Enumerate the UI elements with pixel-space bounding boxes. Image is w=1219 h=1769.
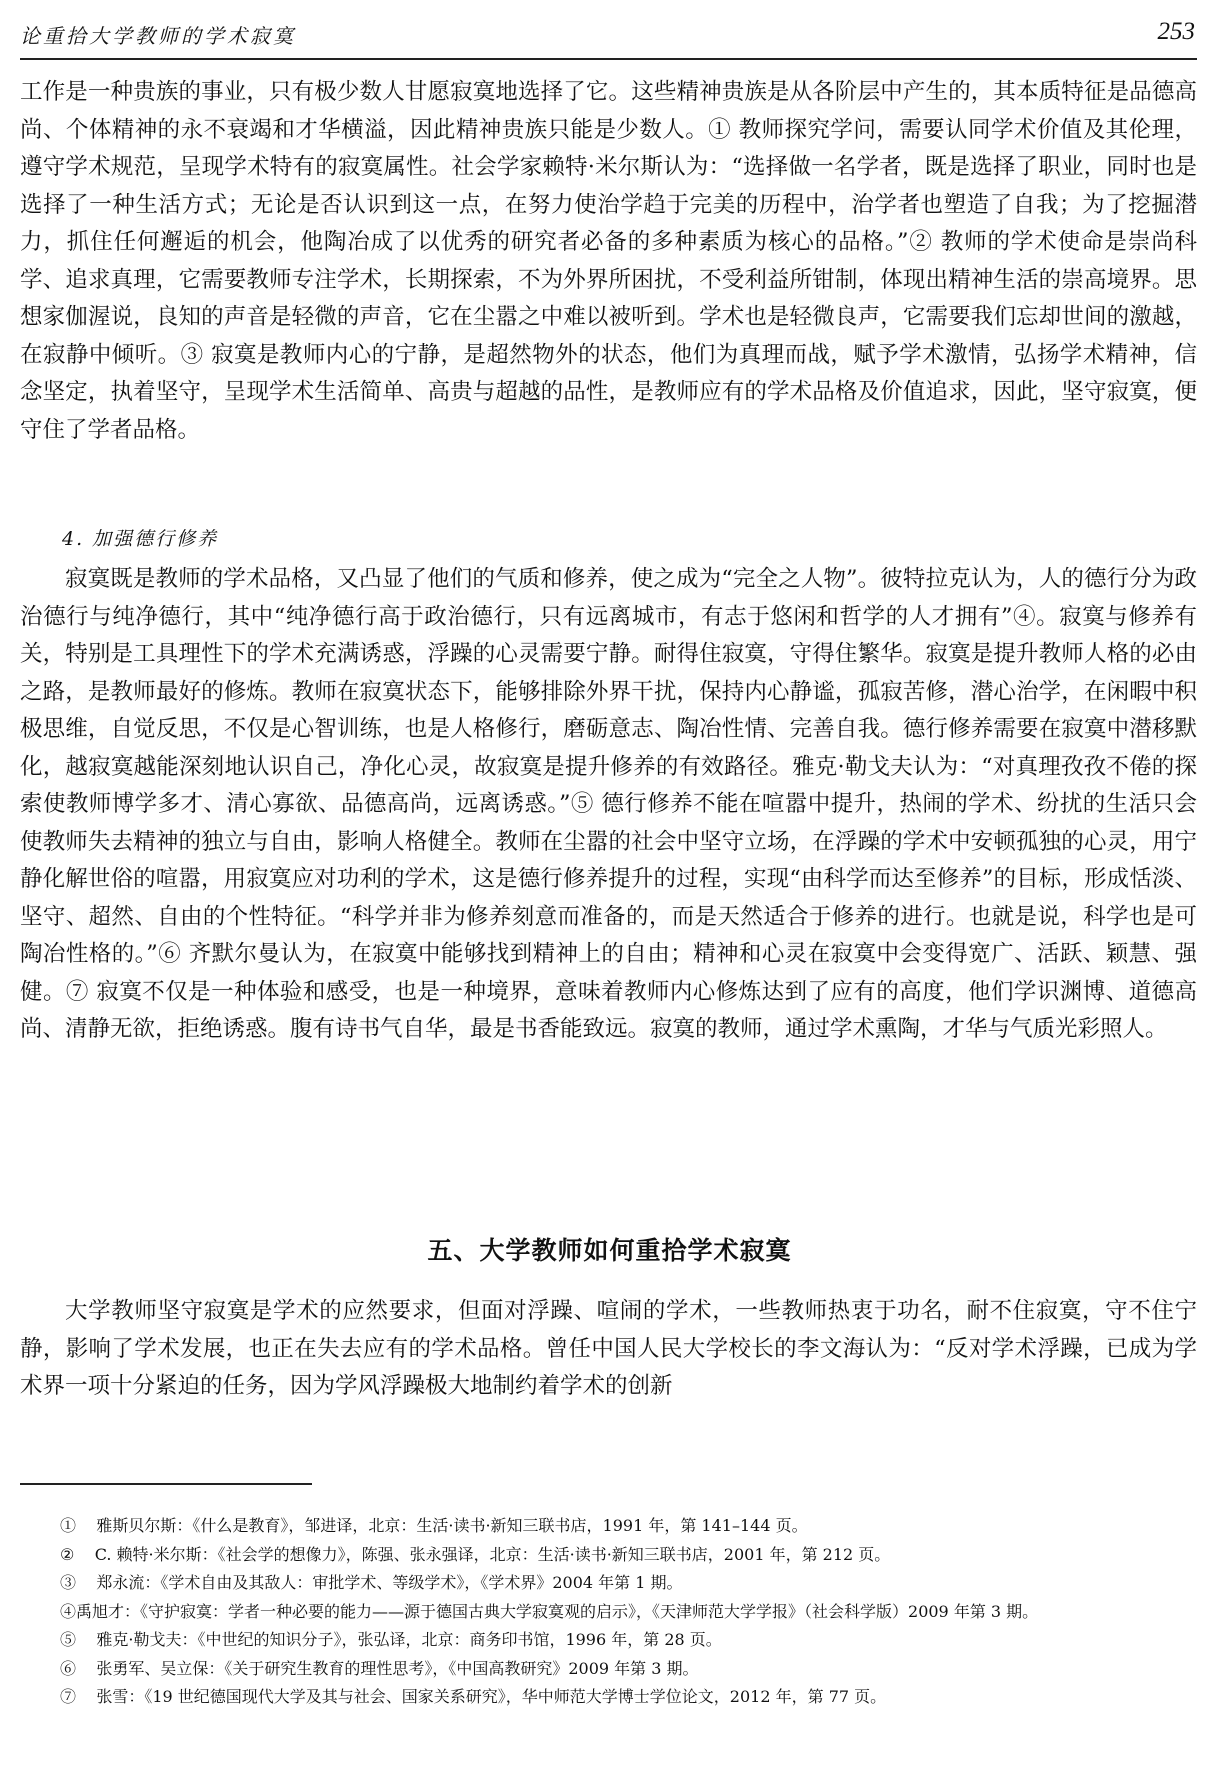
footnote bbox=[20, 1626, 1197, 1655]
footnote bbox=[20, 1683, 1197, 1712]
footnote-text: 张勇军、吴立保：《关于研究生教育的理性思考》，《中国高教研究》2009 年第 3 期。 bbox=[96, 1658, 699, 1678]
footnote bbox=[20, 1512, 1197, 1541]
footnote-text: 郑永流：《学术自由及其敌人：审批学术、等级学术》，《学术界》2004 年第 1 期。 bbox=[96, 1573, 683, 1592]
footnote bbox=[20, 1598, 1197, 1627]
footnote-mark: ⑦ bbox=[60, 1687, 77, 1706]
footnote bbox=[20, 1655, 1197, 1684]
body-paragraph-3-container bbox=[20, 1293, 1197, 1406]
footnote-mark: ⑥ bbox=[60, 1658, 77, 1678]
page-header bbox=[20, 18, 1197, 60]
subsection-heading: 4. 加强德行修养 bbox=[62, 528, 219, 550]
section-title: 五、大学教师如何重拾学术寂寞 bbox=[427, 1236, 792, 1265]
footnote bbox=[20, 1541, 1197, 1570]
footnote-mark: ② bbox=[60, 1544, 75, 1564]
footnote-mark: ⑤ bbox=[60, 1630, 77, 1649]
running-title: 论重拾大学教师的学术寂寞 bbox=[20, 24, 296, 48]
footnote-mark: ④ bbox=[60, 1601, 77, 1621]
footnotes bbox=[20, 1512, 1197, 1712]
footnote-divider bbox=[20, 1483, 312, 1485]
footnote bbox=[20, 1569, 1197, 1598]
body-paragraph-3: 大学教师坚守寂寞是学术的应然要求，但面对浮躁、喧闹的学术，一些教师热衷于功名，耐不住寂寞，守不住宁静，影响了学术发展，也正在失去应有的学术品格。曾任中国人民大学校长的李文海认为：“反对学术浮躁，已成为学术界一项十分紧迫的任务，因为学风浮躁极大地制约着学术的创新 bbox=[20, 1298, 1197, 1399]
body-paragraph-1: 工作是一种贵族的事业，只有极少数人甘愿寂寞地选择了它。这些精神贵族是从各阶层中产生的，其本质特征是品德高尚、个体精神的永不衰竭和才华横溢，因此精神贵族只能是少数人。① 教师探究学问，需要认同学术价值及其伦理，遵守学术规范，呈现学术特有的寂寞属性。社会学家赖特·米尔斯认为：“选择做一名学者，既是选择了职业，同时也是选择了一种生活方式；无论是否认识到这一点，在努力使治学趋于完美的历程中，治学者也塑造了自我；为了挖掘潜力，抓住任何邂逅的机会，他陶冶成了以优秀的研究者必备的多种素质为核心的品格。”② 教师的学术使命是崇尚科学、追求真理，它需要教师专注学术，长期探索，不为外界所困扰，不受利益所钳制，体现出精神生活的崇高境界。思想家伽渥说，良知的声音是轻微的声音，它在尘嚣之中难以被听到。学术也是轻微良声，它需要我们忘却世间的激越，在寂静中倾听。③ 寂寞是教师内心的宁静，是超然物外的状态，他们为真理而战，赋予学术激情，弘扬学术精神，信念坚定，执着坚守，呈现学术生活简单、高贵与超越的品性，是教师应有的学术品格及价值追求，因此，坚守寂寞，便守住了学者品格。 bbox=[20, 79, 1197, 443]
footnote-text: 禹旭才：《守护寂寞：学者一种必要的能力——源于德国古典大学寂寞观的启示》，《天津师范大学学报》（社会科学版）2009 年第 3 期。 bbox=[76, 1601, 1039, 1621]
footnote-text: 雅克·勒戈夫：《中世纪的知识分子》，张弘译，北京：商务印书馆，1996 年，第 28 页。 bbox=[96, 1630, 722, 1649]
body-paragraph-2-container bbox=[20, 561, 1197, 1049]
footnote-mark: ① bbox=[60, 1516, 77, 1535]
footnote-text: C. 赖特·米尔斯：《社会学的想像力》，陈强、张永强译，北京：生活·读书·新知三联书店，2001 年，第 212 页。 bbox=[94, 1544, 891, 1564]
body-paragraph-1-container bbox=[20, 74, 1197, 449]
footnote-text: 张雪：《19 世纪德国现代大学及其与社会、国家关系研究》，华中师范大学博士学位论文，2012 年，第 77 页。 bbox=[96, 1687, 887, 1706]
body-paragraph-2: 寂寞既是教师的学术品格，又凸显了他们的气质和修养，使之成为“完全之人物”。彼特拉克认为，人的德行分为政治德行与纯净德行，其中“纯净德行高于政治德行，只有远离城市，有志于悠闲和哲学的人才拥有”④。寂寞与修养有关，特别是工具理性下的学术充满诱惑，浮躁的心灵需要宁静。耐得住寂寞，守得住繁华。寂寞是提升教师人格的必由之路，是教师最好的修炼。教师在寂寞状态下，能够排除外界干扰，保持内心静谧，孤寂苦修，潜心治学，在闲暇中积极思维，自觉反思，不仅是心智训练，也是人格修行，磨砺意志、陶冶性情、完善自我。德行修养需要在寂寞中潜移默化，越寂寞越能深刻地认识自己，净化心灵，故寂寞是提升修养的有效路径。雅克·勒戈夫认为：“对真理孜孜不倦的探索使教师博学多才、清心寡欲、品德高尚，远离诱惑。”⑤ 德行修养不能在喧嚣中提升，热闹的学术、纷扰的生活只会使教师失去精神的独立与自由，影响人格健全。教师在尘嚣的社会中坚守立场，在浮躁的学术中安顿孤独的心灵，用宁静化解世俗的喧嚣，用寂寞应对功利的学术，这是德行修养提升的过程，实现“由科学而达至修养”的目标，形成恬淡、坚守、超然、自由的个性特征。“科学并非为修养刻意而准备的，而是天然适合于修养的进行。也就是说，科学也是可陶冶性格的。”⑥ 齐默尔曼认为，在寂寞中能够找到精神上的自由；精神和心灵在寂寞中会变得宽广、活跃、颖慧、强健。⑦ 寂寞不仅是一种体验和感受，也是一种境界，意味着教师内心修炼达到了应有的高度，他们学识渊博、道德高尚、清静无欲，拒绝诱惑。腹有诗书气自华，最是书香能致远。寂寞的教师，通过学术熏陶，才华与气质光彩照人。 bbox=[20, 566, 1197, 1042]
footnote-text: 雅斯贝尔斯：《什么是教育》，邹进译，北京：生活·读书·新知三联书店，1991 年，第 141–144 页。 bbox=[96, 1516, 808, 1535]
footnote-mark: ③ bbox=[60, 1573, 77, 1592]
page-number: 253 bbox=[1157, 18, 1195, 45]
